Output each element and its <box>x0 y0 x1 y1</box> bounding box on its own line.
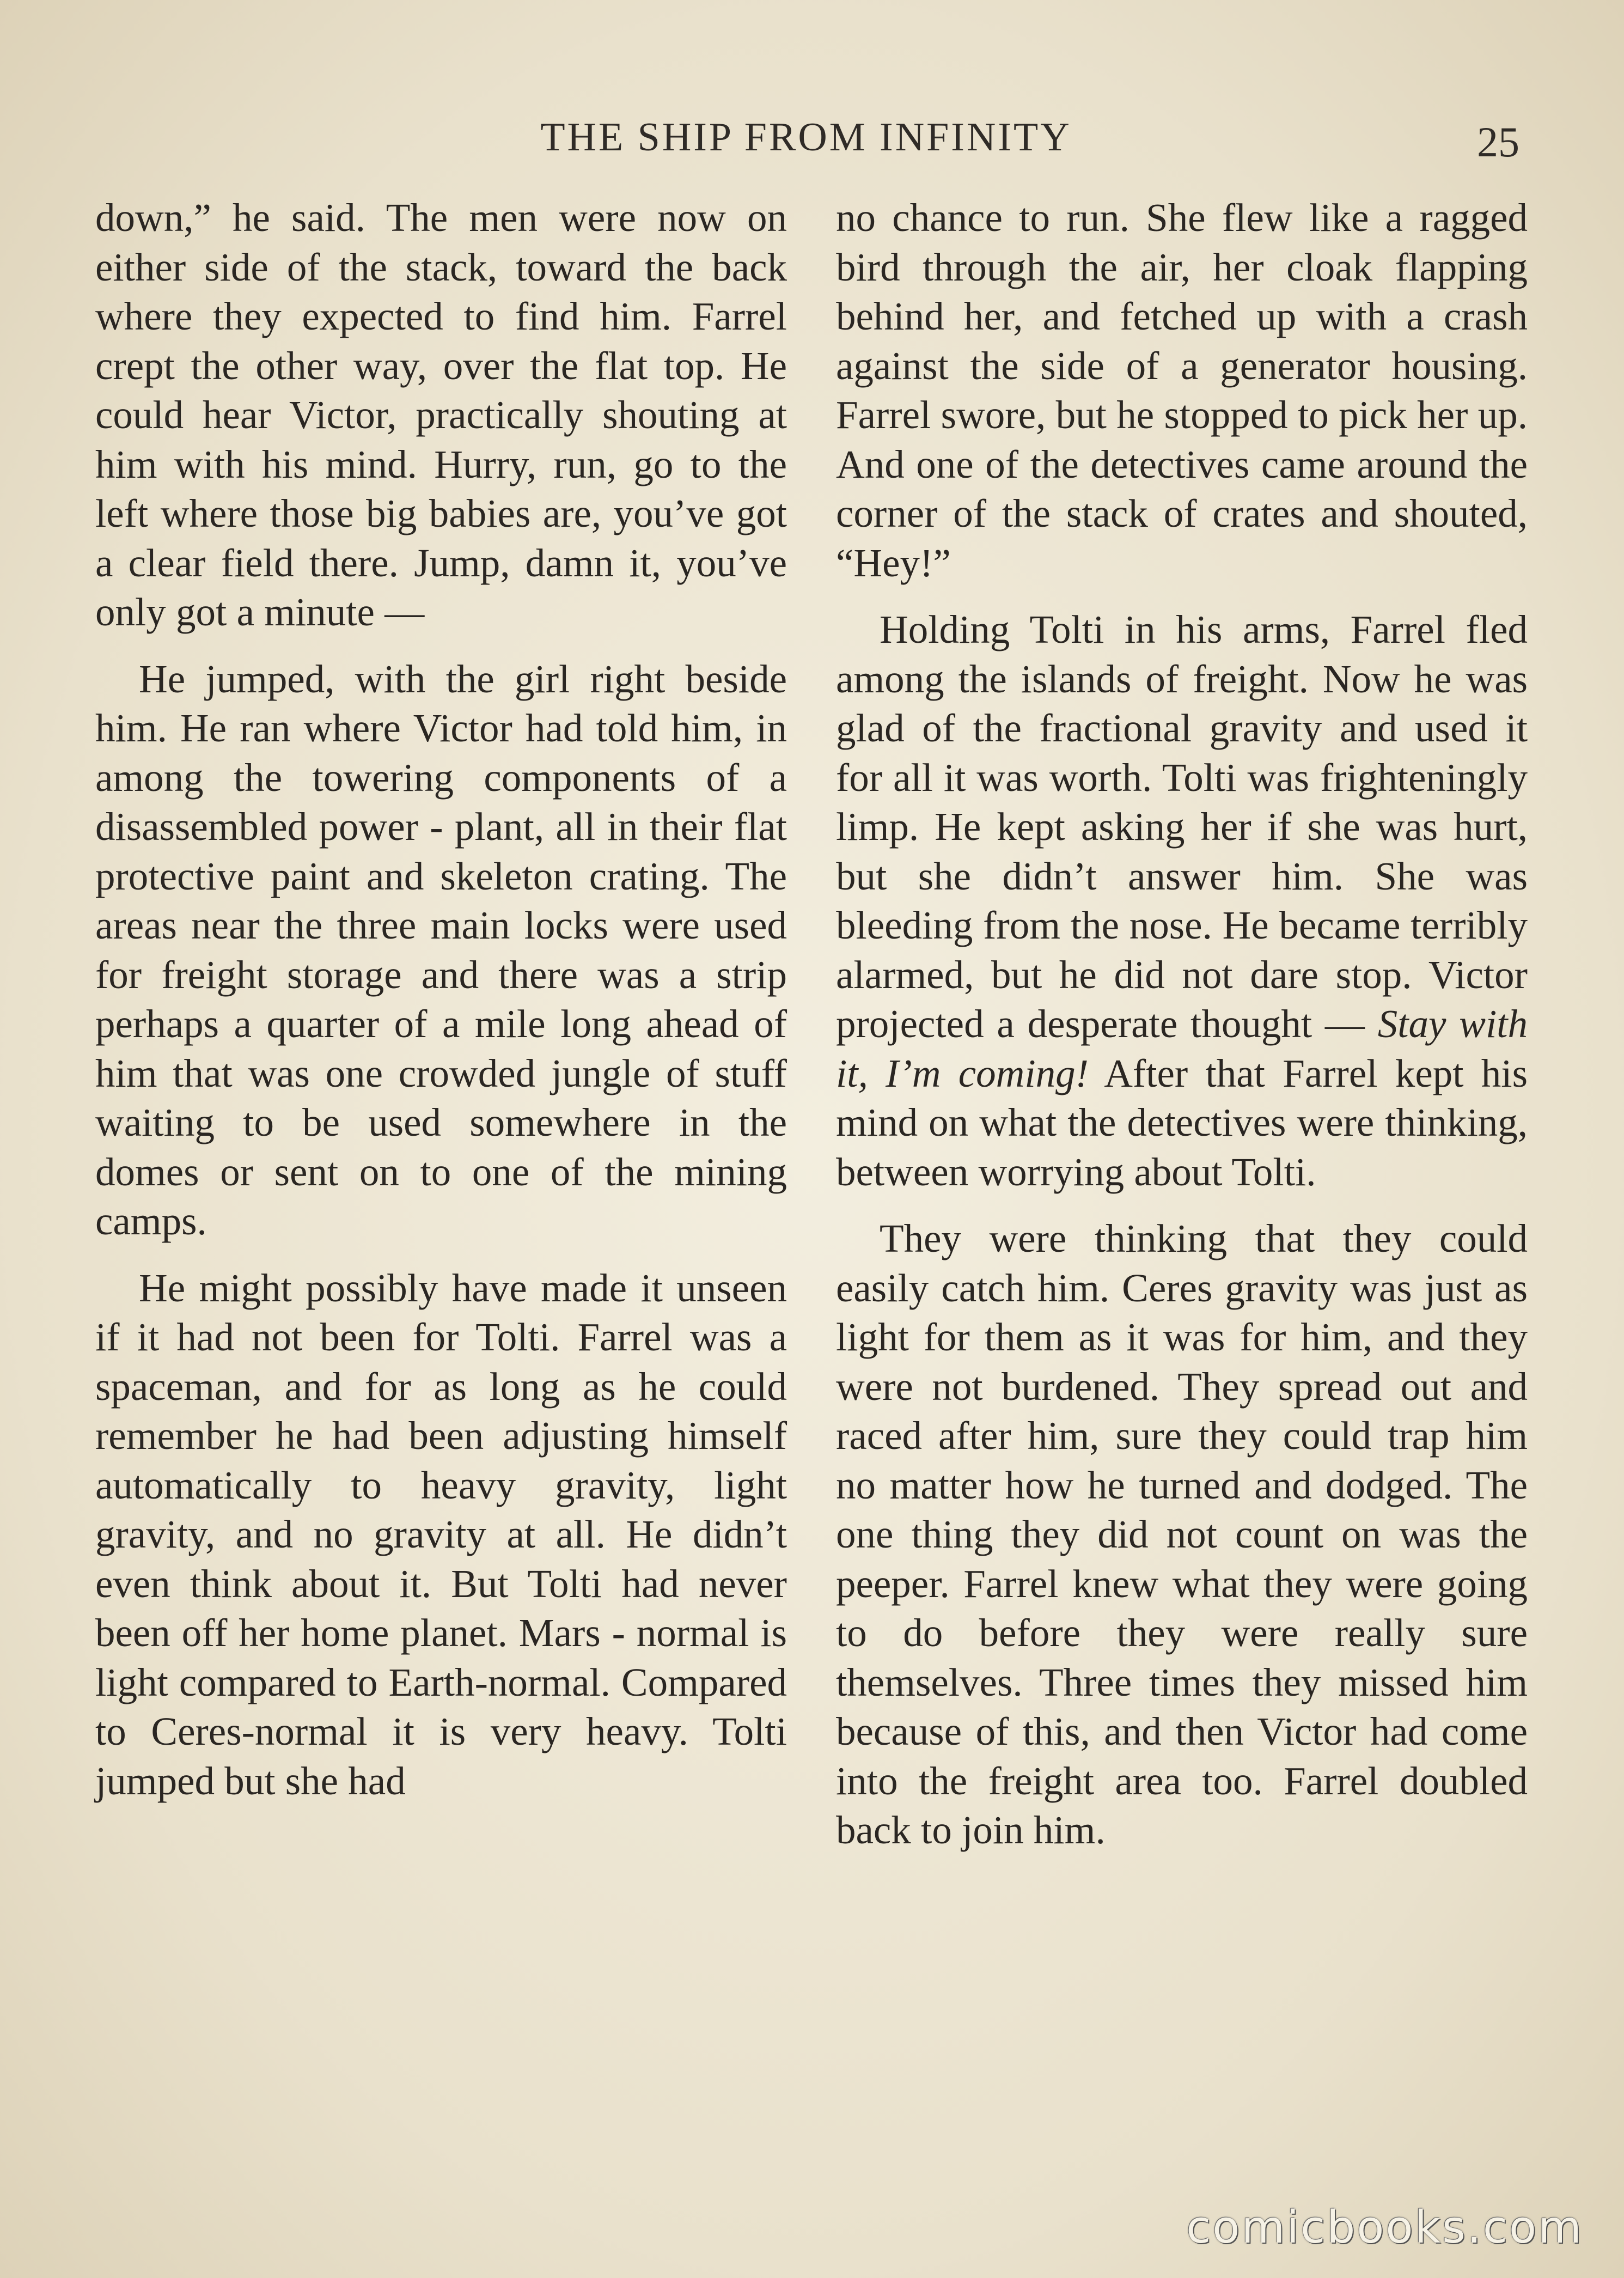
watermark-logo: comicbooks.com <box>1186 2202 1583 2253</box>
paragraph <box>836 605 1528 1197</box>
paragraph-text: After that Farrel kept his mind on what the detectives were thinking, between worrying about Tolti. <box>836 1051 1528 1194</box>
page-header <box>93 114 1519 166</box>
paragraph: He might possibly have made it unseen if it had not been for Tolti. Farrel was a spaceman, and for as long as he could remember he had been adjusting himself automatically to heavy gravity, light gravity, and no gravity at all. He didn’t even think about it. But Tolti had never been off her home planet. Mars - normal is light compared to Earth-normal. Compared to Ceres-normal it is very heavy. Tolti jumped but she had <box>95 1265 787 1803</box>
left-column <box>95 193 787 1806</box>
page-number: 25 <box>1477 118 1519 166</box>
paragraph: no chance to run. She flew like a ragged bird through the air, her cloak flapping behind her, and fetched up with a crash against the side of a generator housing. Farrel swore, but he stopped to pick her up. And one of the detectives came around the corner of the stack of crates and shouted, “Hey!” <box>836 196 1528 585</box>
right-column <box>836 193 1528 1855</box>
paragraph: They were thinking that they could easily catch him. Ceres gravity was just as light for them as it was for him, and they were not burdened. They spread out and raced after him, sure they could trap him no matter how he turned and dodged. The one thing they did not count on was the peeper. Farrel knew what they were going to do before they were really sure themselves. Three times they missed him because of this, and then Victor had come into the freight area too. Farrel doubled back to join him. <box>836 1216 1528 1852</box>
paragraph-text: Holding Tolti in his arms, Farrel fled among the islands of freight. Now he was glad of the fractional gravity and used it for all it was worth. Tolti was frighteningly limp. He kept asking her if she was hurt, but she didn’t answer him. She was bleeding from the nose. He became terribly alarmed, but he did not dare stop. Victor projected a desperate thought — <box>836 607 1528 1046</box>
paragraph: He jumped, with the girl right beside him. He ran where Victor had told him, in among the towering components of a disassembled power - plant, all in their flat protective paint and skeleton crating. The areas near the three main locks were used for freight storage and there was a strip perhaps a quarter of a mile long ahead of him that was one crowded jungle of stuff waiting to be used somewhere in the domes or sent on to one of the mining camps. <box>95 656 787 1243</box>
paragraph: down,” he said. The men were now on either side of the stack, toward the back where they expected to find him. Farrel crept the other way, over the flat top. He could hear Victor, practically shouting at him with his mind. Hurry, run, go to the left where those big babies are, you’ve got a clear field there. Jump, damn it, you’ve only got a minute — <box>95 196 787 634</box>
running-title: THE SHIP FROM INFINITY <box>540 115 1072 160</box>
italic-thought: Stay with it, I’m coming! <box>836 1002 1528 1095</box>
